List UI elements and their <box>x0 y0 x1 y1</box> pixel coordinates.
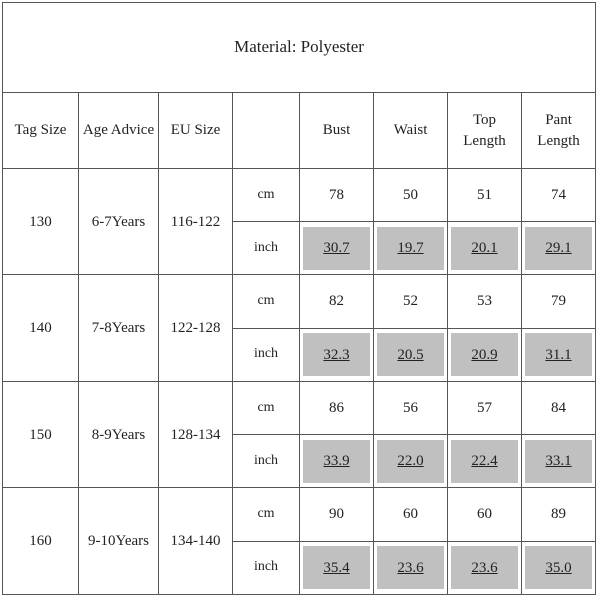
table-title: Material: Polyester <box>3 3 596 93</box>
eu-size-cell: 116-122 <box>159 168 233 275</box>
header-top-length-line2: Length <box>463 132 506 149</box>
header-waist: Waist <box>374 93 448 169</box>
pant-length-cm-cell: 74 <box>522 168 596 221</box>
top-length-inch-cell <box>448 435 522 488</box>
unit-cell-inch: inch <box>233 328 300 381</box>
header-top-length <box>448 93 522 169</box>
pant-length-inch-value: 29.1 <box>545 240 572 257</box>
shaded-value-box <box>451 333 518 376</box>
top-length-inch-cell <box>448 328 522 381</box>
header-eu-size: EU Size <box>159 93 233 169</box>
shaded-value-box <box>303 227 370 270</box>
shaded-value-box <box>451 546 518 589</box>
unit-cell-cm: cm <box>233 275 300 328</box>
top-length-inch-cell <box>448 541 522 594</box>
age-advice-cell: 6-7Years <box>79 168 159 275</box>
waist-inch-cell <box>374 328 448 381</box>
top-length-inch-value: 23.6 <box>471 559 498 576</box>
top-length-inch-value: 22.4 <box>471 453 498 470</box>
age-advice-cell: 8-9Years <box>79 381 159 488</box>
header-bust: Bust <box>300 93 374 169</box>
bust-cm-cell: 78 <box>300 168 374 221</box>
table-row-cm <box>3 381 596 434</box>
waist-inch-value: 22.0 <box>397 453 424 470</box>
age-advice-cell: 7-8Years <box>79 275 159 382</box>
top-length-inch-value: 20.1 <box>471 240 498 257</box>
unit-cell-cm: cm <box>233 488 300 541</box>
bust-inch-value: 30.7 <box>323 240 350 257</box>
bust-cm-cell: 82 <box>300 275 374 328</box>
waist-inch-cell <box>374 435 448 488</box>
bust-cm-cell: 90 <box>300 488 374 541</box>
bust-inch-cell <box>300 222 374 275</box>
unit-cell-inch: inch <box>233 541 300 594</box>
top-length-cm-cell: 60 <box>448 488 522 541</box>
eu-size-cell: 128-134 <box>159 381 233 488</box>
header-top-length-line1: Top <box>472 112 497 129</box>
unit-cell-cm: cm <box>233 381 300 434</box>
shaded-value-box <box>525 227 592 270</box>
pant-length-inch-cell <box>522 541 596 594</box>
pant-length-inch-cell <box>522 435 596 488</box>
header-pant-length-line1: Pant <box>545 112 572 129</box>
pant-length-inch-value: 35.0 <box>545 559 572 576</box>
bust-inch-cell <box>300 435 374 488</box>
bust-inch-value: 32.3 <box>323 346 350 363</box>
top-length-cm-cell: 53 <box>448 275 522 328</box>
header-pant-length-line2: Length <box>537 132 580 149</box>
shaded-value-box <box>525 333 592 376</box>
waist-inch-cell <box>374 541 448 594</box>
waist-cm-cell: 52 <box>374 275 448 328</box>
pant-length-inch-value: 31.1 <box>545 346 572 363</box>
bust-inch-cell <box>300 328 374 381</box>
pant-length-cm-cell: 84 <box>522 381 596 434</box>
waist-cm-cell: 60 <box>374 488 448 541</box>
header-row <box>3 93 596 169</box>
waist-inch-cell <box>374 222 448 275</box>
waist-inch-value: 19.7 <box>397 240 424 257</box>
shaded-value-box <box>525 440 592 483</box>
shaded-value-box <box>451 440 518 483</box>
waist-cm-cell: 56 <box>374 381 448 434</box>
shaded-value-box <box>377 546 444 589</box>
unit-cell-inch: inch <box>233 222 300 275</box>
pant-length-inch-cell <box>522 222 596 275</box>
waist-inch-value: 20.5 <box>397 346 424 363</box>
bust-inch-value: 33.9 <box>323 453 350 470</box>
eu-size-cell: 134-140 <box>159 488 233 595</box>
header-age-advice: Age Advice <box>79 93 159 169</box>
waist-cm-cell: 50 <box>374 168 448 221</box>
shaded-value-box <box>451 227 518 270</box>
table-row-cm <box>3 168 596 221</box>
header-pant-length <box>522 93 596 169</box>
bust-inch-value: 35.4 <box>323 559 350 576</box>
tag-size-cell: 150 <box>3 381 79 488</box>
waist-inch-value: 23.6 <box>397 559 424 576</box>
unit-cell-cm: cm <box>233 168 300 221</box>
top-length-cm-cell: 57 <box>448 381 522 434</box>
pant-length-cm-cell: 89 <box>522 488 596 541</box>
shaded-value-box <box>303 440 370 483</box>
bust-inch-cell <box>300 541 374 594</box>
pant-length-cm-cell: 79 <box>522 275 596 328</box>
shaded-value-box <box>303 333 370 376</box>
pant-length-inch-value: 33.1 <box>545 453 572 470</box>
tag-size-cell: 140 <box>3 275 79 382</box>
top-length-inch-value: 20.9 <box>471 346 498 363</box>
top-length-cm-cell: 51 <box>448 168 522 221</box>
shaded-value-box <box>303 546 370 589</box>
top-length-inch-cell <box>448 222 522 275</box>
table-row-cm <box>3 488 596 541</box>
bust-cm-cell: 86 <box>300 381 374 434</box>
tag-size-cell: 130 <box>3 168 79 275</box>
shaded-value-box <box>377 333 444 376</box>
shaded-value-box <box>377 440 444 483</box>
size-chart <box>2 2 595 595</box>
header-unit <box>233 93 300 169</box>
header-tag-size: Tag Size <box>3 93 79 169</box>
shaded-value-box <box>525 546 592 589</box>
eu-size-cell: 122-128 <box>159 275 233 382</box>
shaded-value-box <box>377 227 444 270</box>
unit-cell-inch: inch <box>233 435 300 488</box>
pant-length-inch-cell <box>522 328 596 381</box>
tag-size-cell: 160 <box>3 488 79 595</box>
age-advice-cell: 9-10Years <box>79 488 159 595</box>
size-table <box>2 2 596 595</box>
table-row-cm <box>3 275 596 328</box>
